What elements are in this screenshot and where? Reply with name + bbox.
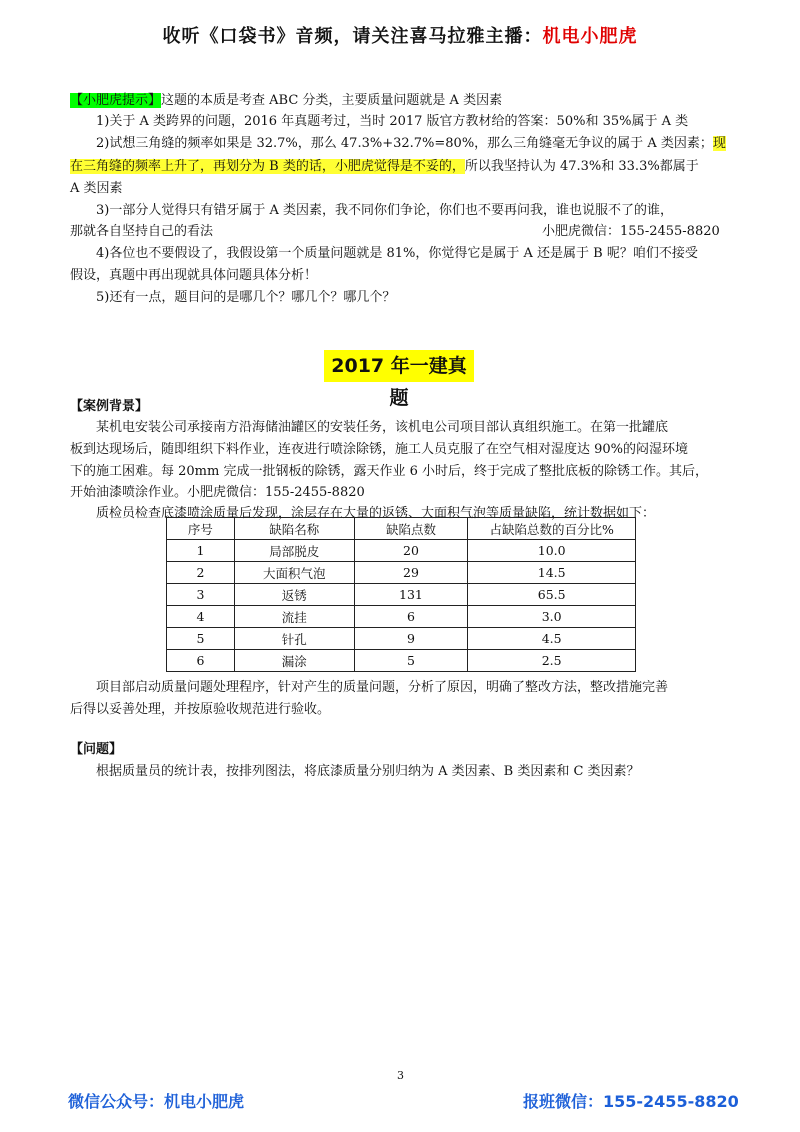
tip-point-3a: 3)一部分人觉得只有错牙属于 A 类因素，我不同你们争论，你们也不要再问我，谁也说服不了的谁，: [96, 203, 673, 218]
header-host-name: 机电小肥虎: [542, 26, 638, 47]
question-text: 根据质量员的统计表，按排列图法，将底漆质量分别归纳为 A 类因素、B 类因素和 C 类因素？: [96, 764, 640, 779]
tip-highlight-1: 现: [712, 136, 726, 151]
case-line-5: 质检员检查底漆喷涂质量后发现，涂层存在大量的返锈、大面积气泡等质量缺陷，统计数据如下：: [96, 506, 656, 521]
footer-signup-wechat: 报班微信：155-2455-8820: [523, 1092, 739, 1111]
cell-count: 131: [354, 584, 468, 606]
tip-highlight-2: 在三角缝的频率上升了，再划分为 B 类的话，小肥虎觉得是不妥的，: [70, 159, 465, 174]
table-row: [167, 606, 636, 628]
case-line-1: 某机电安装公司承接南方沿海储油罐区的安装任务，该机电公司项目部认真组织施工。在第一批罐底: [96, 420, 669, 435]
table-row: [167, 540, 636, 562]
tip-point-2b: [70, 158, 699, 176]
header-cell-percent: 占缺陷总数的百分比%: [468, 518, 636, 540]
cell-count: 6: [354, 606, 468, 628]
tip-intro-line: [70, 92, 502, 110]
table-row: [167, 650, 636, 672]
cell-count: 29: [354, 562, 468, 584]
section-title: 2017 年一建真题: [324, 350, 474, 382]
tip-point-4b: 假设，真题中再出现就具体问题具体分析！: [70, 268, 318, 283]
question-label: 【问题】: [70, 742, 123, 757]
page-header: [0, 22, 800, 48]
header-cell-name: 缺陷名称: [234, 518, 354, 540]
table-row: [167, 562, 636, 584]
tip-point-2a: [96, 135, 726, 153]
cell-name: 局部脱皮: [234, 540, 354, 562]
tip-point-4a: 4)各位也不要假设了，我假设第一个质量问题就是 81%，你觉得它是属于 A 还是属于 B 呢？咱们不接受: [96, 246, 698, 261]
cell-index: 5: [167, 628, 235, 650]
cell-percent: 10.0: [468, 540, 636, 562]
cell-index: 6: [167, 650, 235, 672]
cell-percent: 3.0: [468, 606, 636, 628]
tip-wechat: 小肥虎微信：155-2455-8820: [542, 224, 720, 239]
tip-intro: 这题的本质是考查 ABC 分类，主要质量问题就是 A 类因素: [161, 93, 503, 108]
case-line-2: 板到达现场后，随即组织下料作业，连夜进行喷涂除锈，施工人员克服了在空气相对湿度达 90%的闷湿环境: [70, 442, 689, 457]
case-label: 【案例背景】: [70, 399, 149, 414]
cell-name: 大面积气泡: [234, 562, 354, 584]
footer-wechat-account: 微信公众号：机电小肥虎: [68, 1092, 245, 1111]
case-after-line-1: 项目部启动质量问题处理程序，针对产生的质量问题，分析了原因，明确了整改方法，整改措施完善: [96, 680, 669, 695]
header-cell-count: 缺陷点数: [354, 518, 468, 540]
cell-percent: 4.5: [468, 628, 636, 650]
case-after-line-2: 后得以妥善处理，并按原验收规范进行验收。: [70, 702, 331, 717]
table-row: [167, 628, 636, 650]
tip-point-3b: 那就各自坚持自己的看法: [70, 224, 214, 239]
tip-point-5: 5)还有一点，题目问的是哪几个？哪几个？哪几个？: [96, 290, 396, 305]
cell-count: 9: [354, 628, 468, 650]
header-cell-index: 序号: [167, 518, 235, 540]
tip-point-1: 1)关于 A 类跨界的问题，2016 年真题考过，当时 2017 版官方教材给的答案：50%和 35%属于 A 类: [96, 114, 689, 129]
cell-percent: 14.5: [468, 562, 636, 584]
cell-index: 2: [167, 562, 235, 584]
cell-name: 针孔: [234, 628, 354, 650]
header-prefix: 收听《口袋书》音频，请关注喜马拉雅主播：: [162, 26, 543, 47]
cell-percent: 2.5: [468, 650, 636, 672]
tip-point-2c: A 类因素: [70, 181, 123, 196]
table-header-row: [167, 518, 636, 540]
cell-index: 4: [167, 606, 235, 628]
table-row: [167, 584, 636, 606]
cell-name: 流挂: [234, 606, 354, 628]
tip-point-2-cont: 所以我坚持认为 47.3%和 33.3%都属于: [464, 159, 699, 174]
cell-count: 5: [354, 650, 468, 672]
case-line-3: 下的施工困难。每 20mm 完成一批钢板的除锈，露天作业 6 小时后，终于完成了整批底板的除锈工作。其后，: [70, 464, 708, 479]
case-line-4: 开始油漆喷涂作业。小肥虎微信：155-2455-8820: [70, 485, 365, 500]
cell-count: 20: [354, 540, 468, 562]
cell-name: 漏涂: [234, 650, 354, 672]
cell-index: 1: [167, 540, 235, 562]
page-number: 3: [397, 1069, 404, 1082]
cell-index: 3: [167, 584, 235, 606]
cell-percent: 65.5: [468, 584, 636, 606]
cell-name: 返锈: [234, 584, 354, 606]
defects-table: [166, 517, 636, 672]
tip-label: 【小肥虎提示】: [70, 93, 162, 108]
tip-point-2-text: 2)试想三角缝的频率如果是 32.7%，那么 47.3%+32.7%=80%，那么三角缝毫无争议的属于 A 类因素；: [96, 136, 713, 151]
